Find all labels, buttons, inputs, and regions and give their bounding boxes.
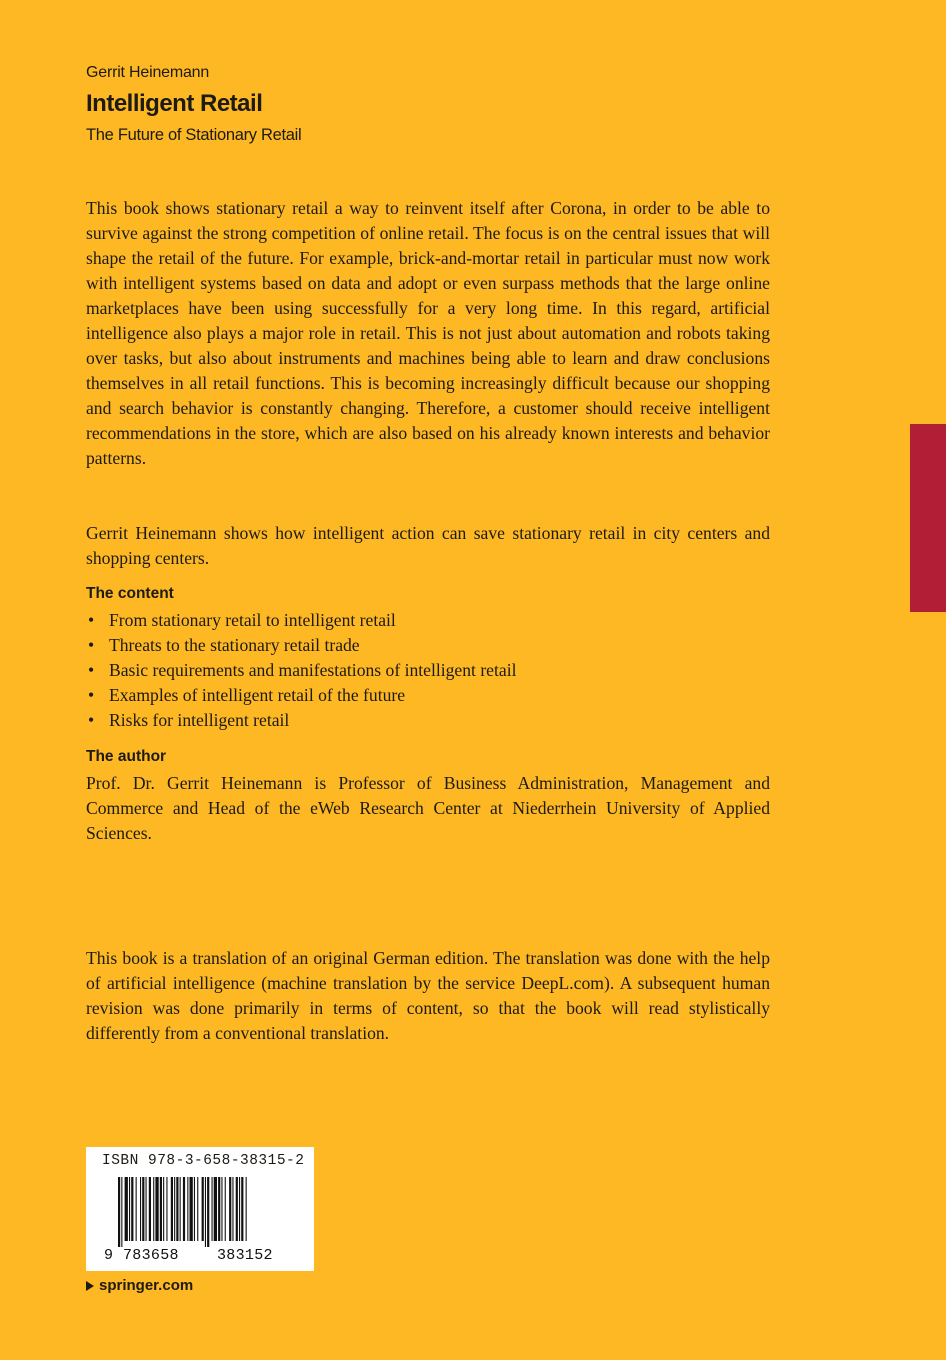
barcode-bar bbox=[136, 1177, 137, 1241]
barcode-bar bbox=[212, 1177, 213, 1241]
barcode-bar bbox=[166, 1177, 167, 1241]
barcode-bar bbox=[171, 1177, 173, 1241]
barcode-bar bbox=[241, 1177, 243, 1241]
barcode-bar bbox=[160, 1177, 162, 1241]
publisher-link[interactable] bbox=[86, 1277, 193, 1294]
barcode-bar bbox=[183, 1177, 185, 1241]
barcode-bar bbox=[232, 1177, 233, 1241]
bullet-icon: • bbox=[88, 610, 95, 630]
isbn-label: ISBN 978-3-658-38315-2 bbox=[102, 1153, 305, 1169]
barcode-bar bbox=[121, 1177, 122, 1247]
publisher-link-text: springer.com bbox=[99, 1277, 194, 1294]
bullet-icon: • bbox=[88, 635, 95, 655]
barcode-bar bbox=[129, 1177, 130, 1241]
content-heading: The content bbox=[86, 585, 174, 602]
bullet-icon: • bbox=[88, 710, 95, 730]
author-heading: The author bbox=[86, 748, 167, 765]
list-item-text: Threats to the stationary retail trade bbox=[109, 635, 360, 655]
barcode-bar bbox=[205, 1177, 206, 1247]
barcode-bar bbox=[153, 1177, 154, 1241]
list-item-text: Basic requirements and manifestations of intelligent retail bbox=[109, 660, 517, 680]
barcode-bar bbox=[236, 1177, 238, 1241]
list-item bbox=[86, 658, 516, 683]
arrow-right-icon bbox=[86, 1281, 94, 1291]
list-item-text: Examples of intelligent retail of the future bbox=[109, 685, 406, 705]
description-paragraph: This book shows stationary retail a way to reinvent itself after Corona, in order to be able to survive against the strong competition of online retail. The focus is on the central issues that will shape the retail of the future. For example, brick-and-mortar retail in particular must now work with intelligent systems based on data and adopt or even surpass methods that the large online marketplaces have been using successfully for a very long time. In this regard, artificial intelligence also plays a major role in retail. This is not just about automation and robots taking over tasks, but also about instruments and machines being able to learn and draw conclusions themselves in all retail functions. This is becoming increasingly difficult because our shopping and search behavior is constantly changing. Therefore, a customer should receive intelligent recommendations in the store, which are also based on his already known interests and behavior patterns. bbox=[86, 198, 770, 468]
barcode-bar bbox=[207, 1177, 209, 1247]
barcode-bar bbox=[176, 1177, 178, 1241]
barcode-bar bbox=[214, 1177, 217, 1241]
barcode-bar bbox=[221, 1177, 222, 1241]
barcode-bar bbox=[163, 1177, 164, 1241]
content-list bbox=[86, 608, 516, 733]
barcode-digits-right: 383152 bbox=[217, 1247, 273, 1264]
list-item bbox=[86, 608, 516, 633]
barcode-bar bbox=[246, 1177, 247, 1241]
barcode-bar bbox=[118, 1177, 120, 1247]
barcode-bar bbox=[142, 1177, 144, 1241]
barcode-bar bbox=[125, 1177, 128, 1241]
barcode-digit-first: 9 bbox=[104, 1247, 114, 1264]
list-item bbox=[86, 708, 516, 733]
description-summary: Gerrit Heinemann shows how intelligent action can save stationary retail in city centers and shopping centers. bbox=[86, 523, 770, 568]
barcode-bar bbox=[225, 1177, 226, 1241]
book-subtitle: The Future of Stationary Retail bbox=[86, 126, 302, 144]
barcode-bar bbox=[155, 1177, 158, 1241]
list-item-text: From stationary retail to intelligent retail bbox=[109, 610, 396, 630]
barcode-bar bbox=[218, 1177, 220, 1241]
barcode-bar bbox=[194, 1177, 195, 1241]
translation-note: This book is a translation of an original German edition. The translation was done with the help of artificial intelligence (machine translation by the service DeepL.com). A subsequent human revision was done primarily in terms of content, so that the book will read stylistically differently from a conventional translation. bbox=[86, 948, 770, 1043]
bullet-icon: • bbox=[88, 685, 95, 705]
barcode-bar bbox=[187, 1177, 188, 1241]
barcode-bar bbox=[197, 1177, 198, 1241]
barcode-bar bbox=[229, 1177, 231, 1241]
author-bio: Prof. Dr. Gerrit Heinemann is Professor of Business Administration, Management and Commerce and Head of the eWeb Research Center at Niederrhein University of Applied Sciences. bbox=[86, 773, 770, 843]
list-item-text: Risks for intelligent retail bbox=[109, 710, 290, 730]
book-title: Intelligent Retail bbox=[86, 90, 263, 117]
list-item bbox=[86, 683, 516, 708]
barcode-bar bbox=[202, 1177, 204, 1241]
barcode-bar bbox=[190, 1177, 193, 1241]
list-item bbox=[86, 633, 516, 658]
barcode-bar bbox=[180, 1177, 181, 1241]
barcode-bar bbox=[149, 1177, 151, 1241]
author-name: Gerrit Heinemann bbox=[86, 64, 210, 81]
spine-color-tab bbox=[910, 424, 946, 612]
barcode-bar bbox=[131, 1177, 133, 1241]
bullet-icon: • bbox=[88, 660, 95, 680]
barcode-bar bbox=[239, 1177, 240, 1241]
barcode-digits-left: 783658 bbox=[123, 1247, 179, 1264]
barcode-bar bbox=[174, 1177, 175, 1241]
barcode-bar bbox=[140, 1177, 141, 1241]
barcode-bar bbox=[146, 1177, 147, 1241]
isbn-barcode bbox=[86, 1147, 314, 1271]
